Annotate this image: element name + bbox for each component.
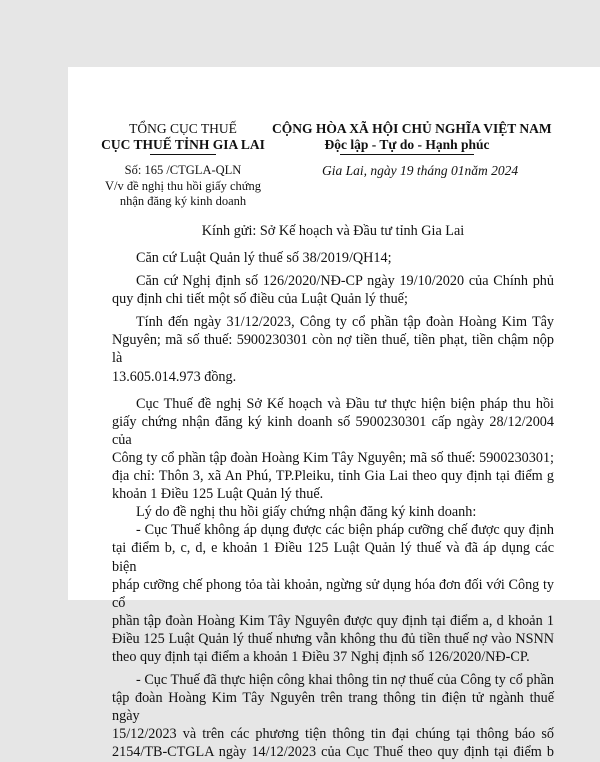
paragraph-request-line-2: giấy chứng nhận đăng ký kinh doanh số 5900230301 cấp ngày 28/12/2004 của: [112, 413, 554, 448]
paragraph-reason-1-line-4: phần tập đoàn Hoàng Kim Tây Nguyên được quy định tại điểm a, d khoản 1: [112, 612, 554, 629]
paragraph-reason-2-line-4: 2154/TB-CTGLA ngày 14/12/2023 của Cục Thuế theo quy định tại điểm b: [112, 744, 554, 761]
paragraph-request-line-4: địa chỉ: Thôn 3, xã An Phú, TP.Pleiku, tỉnh Gia Lai theo quy định tại điểm g: [112, 468, 554, 485]
national-motto: Độc lập - Tự do - Hạnh phúc: [324, 137, 490, 152]
paragraph-reason-1-line-5: Điều 125 Luật Quản lý thuế nhưng vẫn không thu đủ tiền thuế nợ vào NSNN: [112, 630, 554, 647]
place-date: Gia Lai, ngày 19 tháng 01năm 2024: [322, 163, 519, 178]
motto-underline: [340, 154, 474, 155]
paragraph-reason-1-line-2: tại điểm b, c, d, e khoản 1 Điều 125 Luật Quản lý thuế và đã áp dụng các biện: [112, 540, 554, 575]
document-body: [112, 249, 554, 762]
paragraph-request-line-3: Công ty cổ phần tập đoàn Hoàng Kim Tây Nguyên; mã số thuế: 5900230301;: [112, 449, 554, 466]
paragraph-reason-2: - Cục Thuế đã thực hiện công khai thông tin nợ thuế của Công ty cổ phần: [136, 672, 554, 689]
subject-line-2: nhận đăng ký kinh doanh: [119, 194, 247, 208]
agency-name: CỤC THUẾ TỈNH GIA LAI: [101, 137, 265, 152]
recipient-line: Kính gửi: Sở Kế hoạch và Đầu tư tỉnh Gia Lai: [201, 223, 465, 239]
paragraph-request: Cục Thuế đề nghị Sở Kế hoạch và Đầu tư thực hiện biện pháp thu hồi: [136, 395, 554, 412]
agency-parent: TỔNG CỤC THUẾ: [129, 121, 237, 136]
paragraph-reason-heading: Lý do đề nghị thu hồi giấy chứng nhận đăng ký kinh doanh:: [136, 504, 477, 521]
paragraph-reason-2-line-2: tập đoàn Hoàng Kim Tây Nguyên trên trang thông tin điện tử ngành thuế ngày: [112, 690, 554, 725]
paragraph-debt: Tính đến ngày 31/12/2023, Công ty cổ phần tập đoàn Hoàng Kim Tây: [136, 314, 554, 331]
paragraph-legal-basis-2-cont: quy định chi tiết một số điều của Luật Quản lý thuế;: [112, 291, 408, 308]
document-page: [68, 67, 600, 761]
paragraph-reason-1-line-6: theo quy định tại điểm a khoản 1 Điều 37 Nghị định số 126/2020/NĐ-CP.: [112, 648, 530, 665]
document-number: Số: 165 /CTGLA-QLN: [124, 163, 242, 177]
paragraph-reason-1-line-3: pháp cưỡng chế phong tỏa tài khoản, ngừng sử dụng hóa đơn đối với Công ty cổ: [112, 576, 554, 611]
paragraph-legal-basis-1: Căn cứ Luật Quản lý thuế số 38/2019/QH14;: [136, 250, 392, 266]
paragraph-reason-1: - Cục Thuế không áp dụng được các biện pháp cưỡng chế được quy định: [136, 522, 554, 539]
country-name: CỘNG HÒA XÃ HỘI CHỦ NGHĨA VIỆT NAM: [272, 121, 552, 136]
paragraph-legal-basis-2: Căn cứ Nghị định số 126/2020/NĐ-CP ngày 19/10/2020 của Chính phủ: [136, 273, 554, 290]
paragraph-reason-2-line-3: 15/12/2023 và trên các phương tiện thông tin đại chúng tại thông báo số: [112, 726, 554, 743]
paragraph-debt-line-3: 13.605.014.973 đồng.: [112, 368, 237, 385]
agency-underline: [150, 154, 216, 155]
paragraph-debt-line-2: Nguyên; mã số thuế: 5900230301 còn nợ tiền thuế, tiền phạt, tiền chậm nộp là: [112, 332, 554, 367]
subject-line-1: V/v đề nghị thu hồi giấy chứng: [104, 179, 262, 193]
paragraph-request-line-5: khoản 1 Điều 125 Luật Quản lý thuế.: [112, 486, 324, 503]
